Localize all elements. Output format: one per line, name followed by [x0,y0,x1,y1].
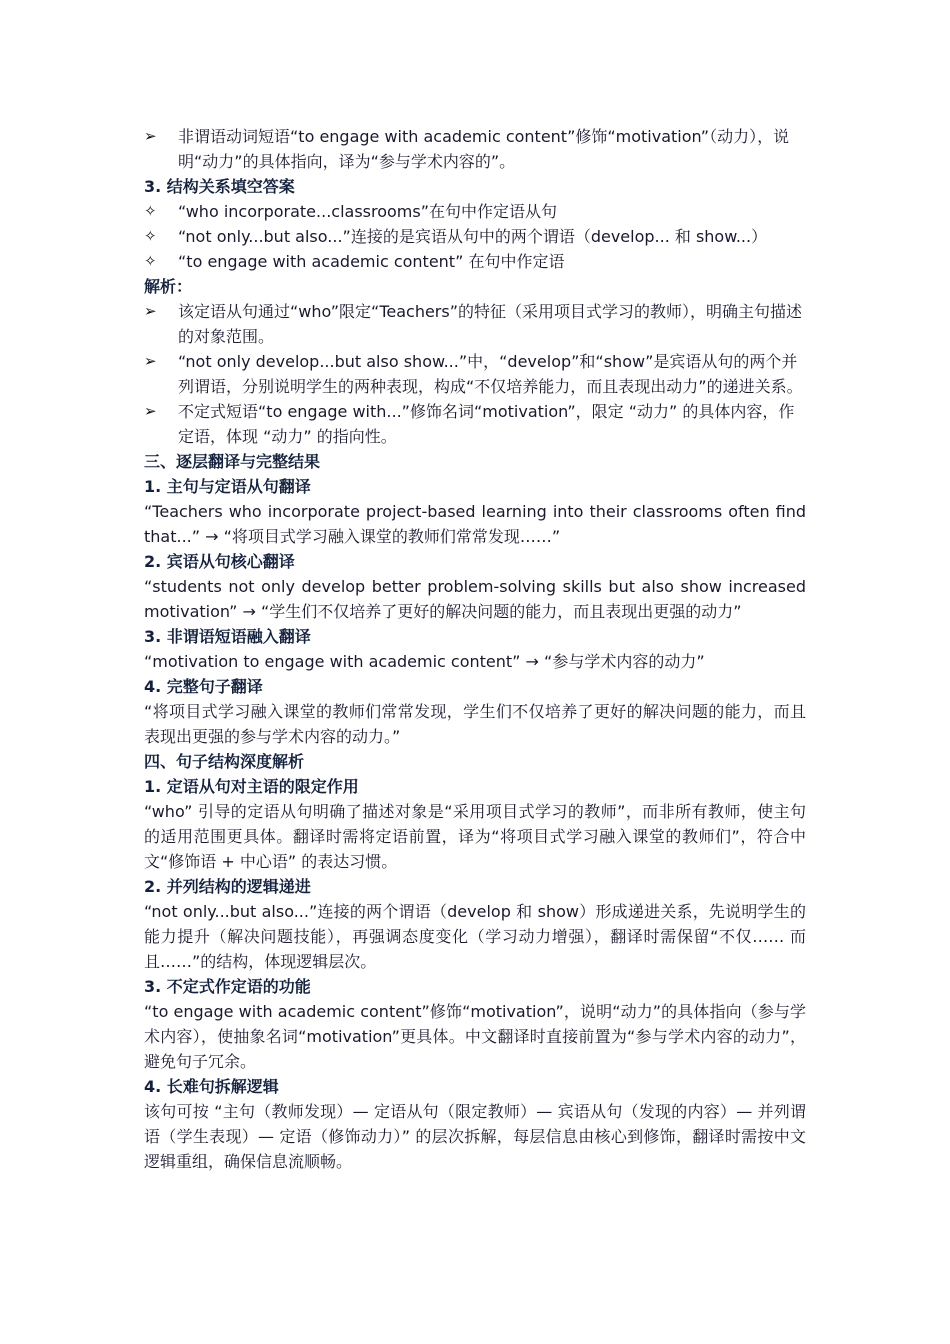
subsection-heading: 2. 并列结构的逻辑递进 [144,877,311,896]
subsection-heading: 3. 不定式作定语的功能 [144,977,311,996]
bullet-text: 不定式短语“to engage with...”修饰名词“motivation”，限定 “动力” 的具体内容，作定语，体现 “动力” 的指向性。 [178,402,795,446]
document-page [144,124,806,1174]
subsection-heading: 1. 定语从句对主语的限定作用 [144,777,359,796]
paragraph: 该句可按 “主句（教师发现）— 定语从句（限定教师）— 宾语从句（发现的内容）— 并列谓语（学生表现）— 定语（修饰动力）” 的层次拆解，每层信息由核心到修饰，翻译时需按中文逻辑重组，确保信息流顺畅。 [144,1102,806,1171]
arrow-bullet-icon: ➢ [144,402,157,420]
paragraph: “who” 引导的定语从句明确了描述对象是“采用项目式学习的教师”，而非所有教师，使主句的适用范围更具体。翻译时需将定语前置，译为“将项目式学习融入课堂的教师们”，符合中文“修饰语 + 中心语” 的表达习惯。 [144,802,806,871]
subsection-heading: 2. 宾语从句核心翻译 [144,552,295,571]
arrow-bullet-icon: ➢ [144,302,157,320]
star-bullet-icon: ✧ [144,202,157,220]
paragraph: “students not only develop better problem-solving skills but also show increased motivation” → “学生们不仅培养了更好的解决问题的能力，而且表现出更强的动力” [144,577,806,621]
subsection-heading: 1. 主句与定语从句翻译 [144,477,311,496]
bullet-item [144,249,806,274]
section-heading: 四、句子结构深度解析 [144,752,305,771]
section-heading: 解析： [144,277,193,296]
paragraph: “to engage with academic content”修饰“motivation”，说明“动力”的具体指向（参与学术内容），使抽象名词“motivation”更具体。中文翻译时直接前置为“参与学术内容的动力”，避免句子冗余。 [144,1002,806,1071]
paragraph: “motivation to engage with academic content” → “参与学术内容的动力” [144,652,705,671]
bullet-item [144,349,806,399]
bullet-text: 该定语从句通过“who”限定“Teachers”的特征（采用项目式学习的教师），明确主句描述的对象范围。 [178,302,803,346]
bullet-text: “to engage with academic content” 在句中作定语 [178,252,565,271]
subsection-heading: 4. 完整句子翻译 [144,677,263,696]
arrow-bullet-icon: ➢ [144,127,157,145]
bullet-item [144,399,806,449]
bullet-text: “who incorporate...classrooms”在句中作定语从句 [178,202,558,221]
section-heading: 三、逐层翻译与完整结果 [144,452,321,471]
bullet-text: “not only develop...but also show...”中，“develop”和“show”是宾语从句的两个并列谓语，分别说明学生的两种表现，构成“不仅培养能力，而且表现出动力”的递进关系。 [178,352,803,396]
subsection-heading: 4. 长难句拆解逻辑 [144,1077,279,1096]
star-bullet-icon: ✧ [144,227,157,245]
section-heading: 3. 结构关系填空答案 [144,177,295,196]
bullet-text: “not only...but also...”连接的是宾语从句中的两个谓语（develop... 和 show...） [178,227,768,246]
bullet-item [144,199,806,224]
bullet-item [144,224,806,249]
bullet-text: 非谓语动词短语“to engage with academic content”修饰“motivation”（动力），说明“动力”的具体指向，译为“参与学术内容的”。 [178,127,790,171]
paragraph: “Teachers who incorporate project-based learning into their classrooms often find that...” → “将项目式学习融入课堂的教师们常常发现……” [144,502,806,546]
bullet-item [144,299,806,349]
paragraph: “not only...but also...”连接的两个谓语（develop 和 show）形成递进关系，先说明学生的能力提升（解决问题技能），再强调态度变化（学习动力增强），翻译时需保留“不仅…… 而且……”的结构，体现逻辑层次。 [144,902,806,971]
star-bullet-icon: ✧ [144,252,157,270]
paragraph: “将项目式学习融入课堂的教师们常常发现，学生们不仅培养了更好的解决问题的能力，而且表现出更强的参与学术内容的动力。” [144,702,806,746]
subsection-heading: 3. 非谓语短语融入翻译 [144,627,311,646]
bullet-item [144,124,806,174]
arrow-bullet-icon: ➢ [144,352,157,370]
